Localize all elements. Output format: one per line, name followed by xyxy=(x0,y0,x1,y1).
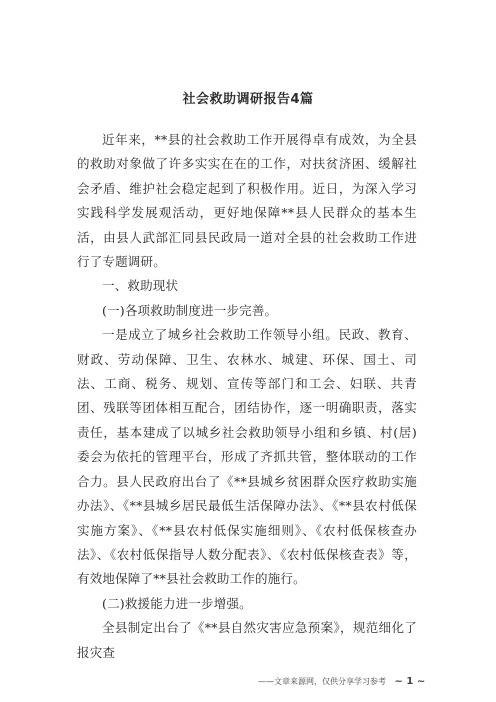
section-heading-status: 一、救助现状 xyxy=(102,278,179,294)
paragraph-intro: 近年来，**县的社会救助工作开展得卓有成效，为全县的救助对象做了许多实实在在的工作，对扶贫济困、缓解社会矛盾、维护社会稳定起到了积极作用。近日，为深入学习实践科学发展观活动，更好地保障**县人民群众的基本生活，由县人武部汇同县民政局一道对全县的社会救助工作进行了专题调研。 xyxy=(77,132,417,270)
page-number: ~ 1 ~ xyxy=(394,676,426,687)
footer-source-text: ——文章来源网，仅供分享学习参考 xyxy=(258,677,386,686)
subsection-heading-2: (二)救援能力进一步增强。 xyxy=(102,595,252,611)
page-footer xyxy=(258,676,458,687)
paragraph-leadership: 一是成立了城乡社会救助工作领导小组。民政、教育、财政、劳动保障、卫生、农林水、城建、环保、国土、司法、工商、税务、规划、宣传等部门和工会、妇联、共青团、残联等团体相互配合，团结协作，逐一明确职责，落实责任，基本建成了以城乡社会救助领导小组和乡镇、村(居)委会为依托的管理平台，形成了齐抓共管，整体联动的工作合力。县人民政府出台了《**县城乡贫困群众医疗救助实施办法》、《**县城乡居民最低生活保障办法》、《**县农村低保实施方案》、《**县农村低保实施细则》、《农村低保核查办法》、《农村低保指导人数分配表》、《农村低保核查表》等，有效地保障了**县社会救助工作的施行。 xyxy=(77,327,417,587)
document-title: 社会救助调研报告4篇 xyxy=(182,92,314,107)
paragraph-emergency: 全县制定出台了《**县自然灾害应急预案》，规范细化了报灾查 xyxy=(77,620,417,660)
subsection-heading-1: (一)各项救助制度进一步完善。 xyxy=(102,302,278,318)
document-body xyxy=(77,128,417,665)
